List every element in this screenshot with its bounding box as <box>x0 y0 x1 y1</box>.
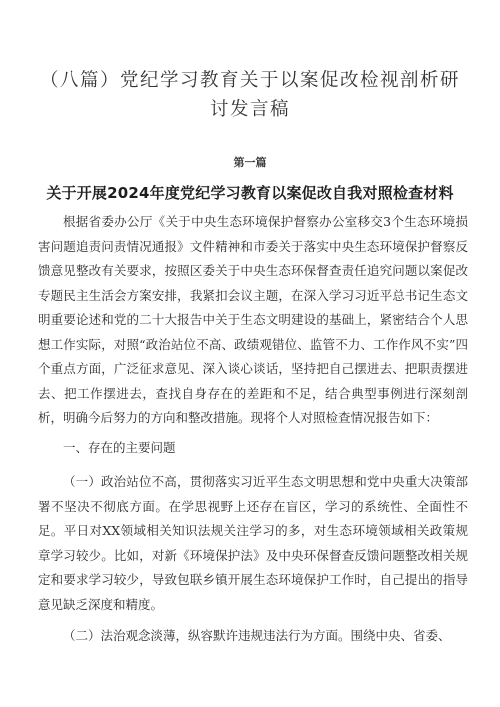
paragraph-item-1: （一）政治站位不高，贯彻落实习近平生态文明思想和党中央重大决策部署不坚决不彻底方面。在学思视野上还存在盲区，学习的系统性、全面性不足。平日对XX领域相关知识法规关注学习的多，对生态环境领域相关政策规章学习较少。比如，对新《环境保护法》及中央环保督查反馈问题整改相关规定和要求学习较少，导致包联乡镇开展生态环境保护工作时，自己提出的指导意见缺乏深度和精度。 <box>38 474 468 612</box>
paragraph-item-2: （二）法治观念淡薄，纵容默许违规违法行为方面。围绕中央、省委、 <box>63 628 451 643</box>
section-heading: 一、存在的主要问题 <box>63 440 176 455</box>
section-label: 第一篇 <box>233 156 267 169</box>
document-subtitle: 关于开展2024年度党纪学习教育以案促改自我对照检查材料 <box>46 184 454 202</box>
document-title: （八篇）党纪学习教育关于以案促改检视剖析研讨发言稿 <box>40 70 461 120</box>
paragraph-intro: 根据省委办公厅《关于中央生态环境保护督察办公室移交3个生态环境损害问题追责问责情况通报》文件精神和市委关于落实中央生态环境保护督察反馈意见整改有关要求，按照区委关于中央生态环保督查责任追究问题以案促改专题民主生活会方案安排，我紧扣会议主题，在深入学习习近平总书记生态文明重要论述和党的二十大报告中关于生态文明建设的基础上，紧密结合个人思想工作实际，对照“政治站位不高、政绩观错位、监管不力、工作作风不实”四个重点方面，广泛征求意见、深入谈心谈话，坚持把自己摆进去、把职责摆进去、把工作摆进去，查找自身存在的差距和不足，结合典型事例进行深刻剖析，明确今后努力的方向和整改措施。现将个人对照检查情况报告如下： <box>38 214 468 425</box>
